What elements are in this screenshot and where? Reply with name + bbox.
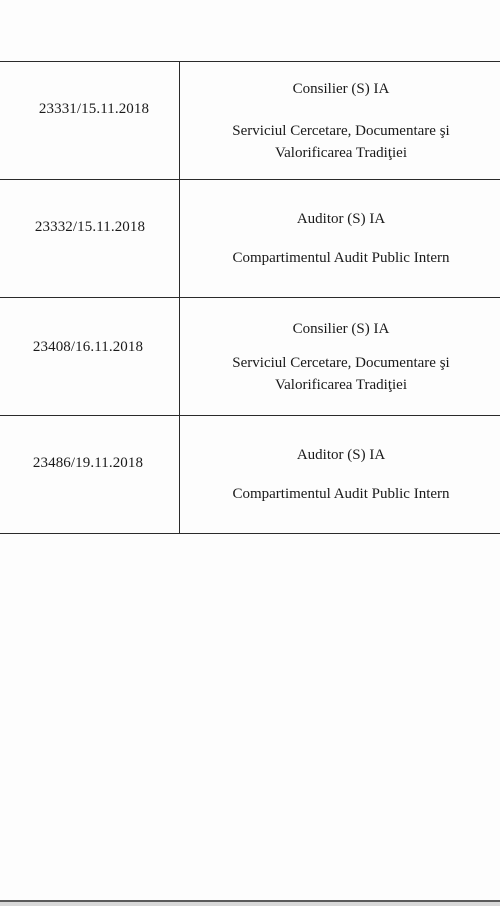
registration-number: 23331/15.11.2018 bbox=[38, 101, 150, 117]
position-cell bbox=[180, 298, 500, 416]
table-row bbox=[0, 62, 500, 180]
table-row bbox=[0, 180, 500, 298]
position-title: Auditor (S) IA bbox=[296, 447, 386, 463]
position-cell bbox=[180, 180, 500, 298]
department-line-1: Compartimentul Audit Public Intern bbox=[232, 486, 450, 502]
position-title: Consilier (S) IA bbox=[292, 320, 390, 337]
applications-table bbox=[0, 61, 500, 534]
position-cell bbox=[180, 62, 500, 180]
registration-cell bbox=[0, 62, 180, 180]
page-bottom-shadow bbox=[0, 902, 500, 906]
registration-number: 23408/16.11.2018 bbox=[32, 339, 144, 355]
table-row bbox=[0, 416, 500, 534]
department-line-1: Serviciul Cercetare, Documentare şi bbox=[232, 122, 450, 139]
department-line-1: Compartimentul Audit Public Intern bbox=[232, 250, 450, 266]
position-title: Consilier (S) IA bbox=[292, 80, 390, 97]
table-row bbox=[0, 298, 500, 416]
position-cell bbox=[180, 416, 500, 534]
department-line-1: Serviciul Cercetare, Documentare şi bbox=[232, 354, 450, 371]
department-line-2: Valorificarea Tradiţiei bbox=[274, 144, 408, 161]
registration-number: 23486/19.11.2018 bbox=[32, 455, 144, 471]
registration-number: 23332/15.11.2018 bbox=[34, 219, 146, 235]
registration-cell bbox=[0, 416, 180, 534]
department-line-2: Valorificarea Tradiţiei bbox=[274, 376, 408, 393]
registration-cell bbox=[0, 180, 180, 298]
registration-cell bbox=[0, 298, 180, 416]
position-title: Auditor (S) IA bbox=[296, 211, 386, 227]
